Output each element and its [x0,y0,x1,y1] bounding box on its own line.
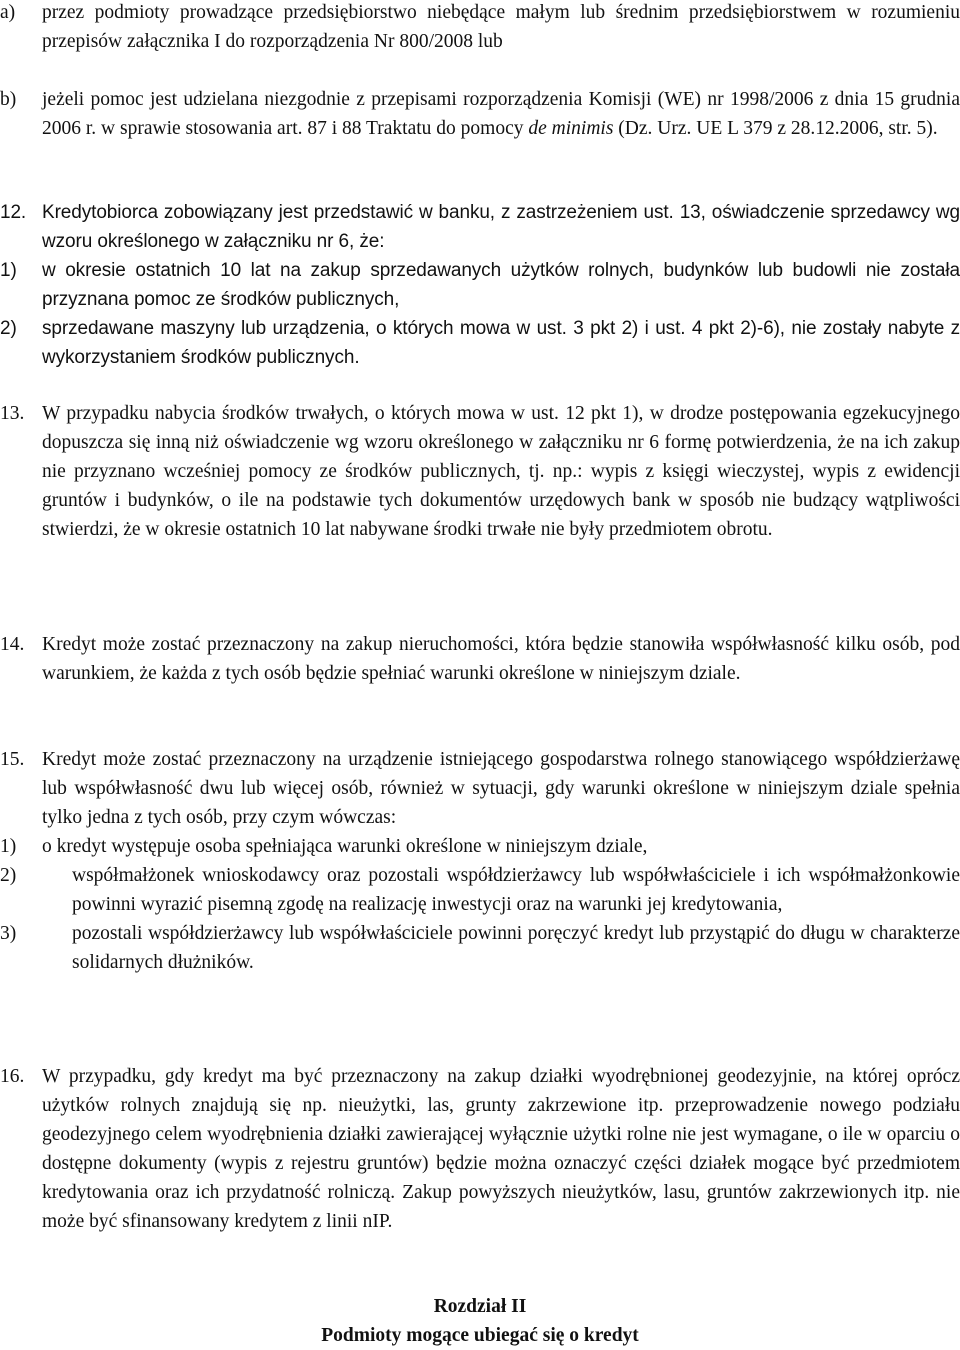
paragraph-13 [0,399,960,544]
paragraph-15 [0,745,960,977]
paragraph-14 [0,630,960,688]
paragraph-16 [0,1062,960,1236]
item-number: b) [0,89,17,110]
list-item-a [0,0,960,56]
paragraph-12 [0,198,960,372]
list-item: 2) współmałżonek wnioskodawcy oraz pozostali współdzierżawcy lub współwłaściciele i ich współmałżonkowie powinni wyrazić pisemną zgodę na realizację inwestycji oraz na warunki jej kredytowania, [0,865,960,915]
list-item: 2) sprzedawane maszyny lub urządzenia, o których mowa w ust. 3 pkt 2) i ust. 4 pkt 2)-6), nie zostały nabyte z wykorzystaniem środków publicznych. [0,318,960,368]
paragraph-text: Kredytobiorca zobowiązany jest przedstawić w banku, z zastrzeżeniem ust. 13, oświadczenie sprzedawcy wg wzoru określonego w załączniku nr 6, że: [42,202,960,252]
paragraph-text: W przypadku nabycia środków trwałych, o których mowa w ust. 12 pkt 1), w drodze postępowania egzekucyjnego dopuszcza się inną niż oświadczenie wg wzoru określonego w załączniku nr 6 formę potwierdzenia, że na ich zakup nie przyznano wcześniej pomocy ze środków publicznych, tj. np.: wypis z księgi wieczystej, wypis z ewidencji gruntów i budynków, o ile na podstawie tych dokumentów urzędowych bank w sposób nie budzący wątpliwości stwierdzi, że w okresie ostatnich 10 lat nabywane środki trwałe nie były przedmiotem obrotu. [42,403,960,540]
paragraph-number: 13. [0,403,25,424]
list-item-b [0,85,960,143]
list-item: 1) w okresie ostatnich 10 lat na zakup sprzedawanych użytków rolnych, budynków lub budowli nie została przyznana pomoc ze środków publicznych, [0,260,960,310]
paragraph-number: 15. [0,749,25,770]
paragraph-text: Kredyt może zostać przeznaczony na urządzenie istniejącego gospodarstwa rolnego stanowiącego współdzierżawę lub współwłasność dwu lub więcej osób, również w sytuacji, gdy warunki określone w niniejszym dziale spełnia tylko jedna z tych osób, przy czym wówczas: [42,749,960,828]
list-item: 3) pozostali współdzierżawcy lub współwłaściciele powinni poręczyć kredyt lub przystąpić do długu w charakterze solidarnych dłużników. [0,923,960,973]
item-text: jeżeli pomoc jest udzielana niezgodnie z przepisami rozporządzenia Komisji (WE) nr 1998/2006 z dnia 15 grudnia 2006 r. w sprawie stosowania art. 87 i 88 Traktatu do pomocy de minimis (Dz. Urz. UE L 379 z 28.12.2006, str. 5). [42,89,960,139]
chapter-subtitle: Podmioty mogące ubiegać się o kredyt [321,1325,639,1346]
item-text: przez podmioty prowadzące przedsiębiorstwo niebędące małym lub średnim przedsiębiorstwem w rozumieniu przepisów załącznika I do rozporządzenia Nr 800/2008 lub [42,2,960,52]
paragraph-number: 12. [0,202,27,223]
paragraph-number: 16. [0,1066,25,1087]
chapter-title: Rozdział II [433,1296,527,1317]
paragraph-text: W przypadku, gdy kredyt ma być przeznaczony na zakup działki wyodrębnionej geodezyjnie, na której oprócz użytków rolnych znajdują się np. nieużytki, las, grunty zakrzewione itp. przeprowadzenie nowego podziału geodezyjnego celem wyodrębnienia działki zawierającej wyłącznie użytki rolne nie jest wymagane, o ile w oparciu o dostępne dokumenty (wypis z rejestru gruntów) będzie można oznaczyć części działek mogące być przedmiotem kredytowania oraz ich przydatność rolniczą. Zakup powyższych nieużytków, lasu, gruntów zakrzewionych itp. nie może być sfinansowany kredytem z linii nIP. [42,1066,960,1232]
list-item: 1) o kredyt występuje osoba spełniająca warunki określone w niniejszym dziale, [0,836,648,857]
paragraph-number: 14. [0,634,25,655]
paragraph-text: Kredyt może zostać przeznaczony na zakup nieruchomości, która będzie stanowiła współwłasność kilku osób, pod warunkiem, że każda z tych osób będzie spełniać warunki określone w niniejszym dziale. [42,634,960,684]
chapter-heading [0,1292,960,1350]
latin-term: de minimis [528,118,614,139]
item-number: a) [0,2,16,23]
